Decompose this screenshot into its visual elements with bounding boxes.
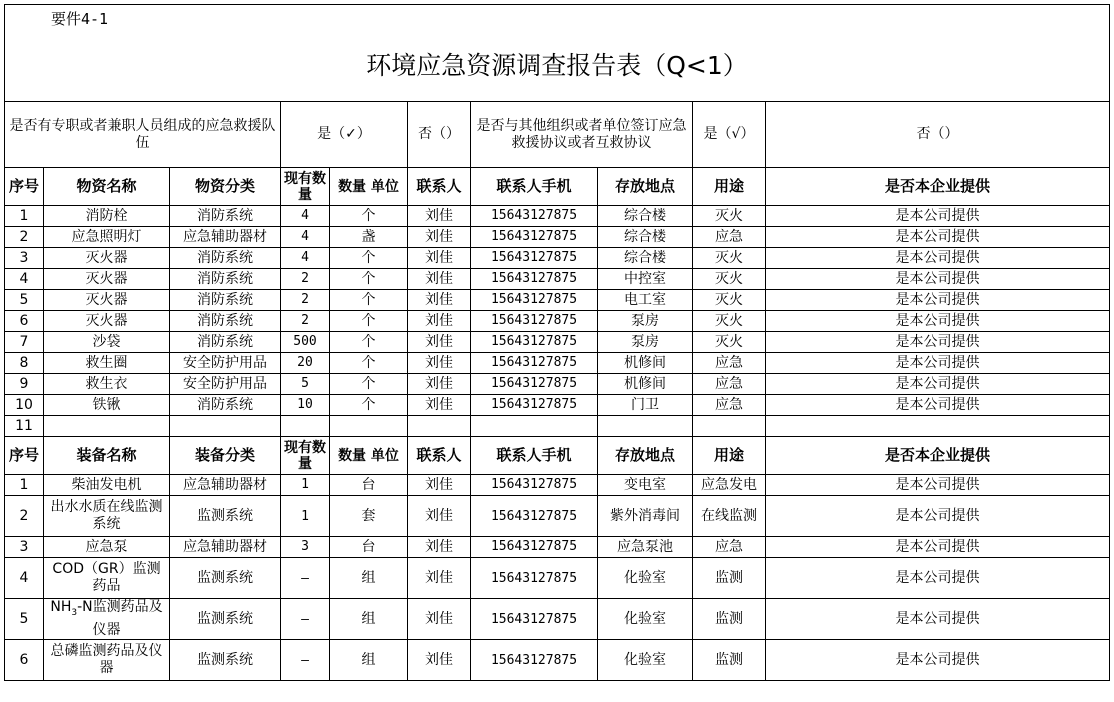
provider: 是本公司提供 (766, 640, 1110, 681)
provider: 是本公司提供 (766, 269, 1110, 290)
quantity: 1 (281, 475, 330, 496)
row-no: 2 (5, 227, 44, 248)
quantity: — (281, 558, 330, 599)
table-row (5, 599, 1110, 640)
provider: 是本公司提供 (766, 227, 1110, 248)
contact-phone: 15643127875 (471, 290, 598, 311)
table-row (5, 374, 1110, 395)
row-no: 4 (5, 558, 44, 599)
contact: 刘佳 (408, 269, 471, 290)
unit: 个 (330, 248, 408, 269)
unit: 个 (330, 269, 408, 290)
doc-note: 要件4-1 (51, 10, 109, 28)
provider: 是本公司提供 (766, 537, 1110, 558)
purpose: 应急 (693, 353, 766, 374)
contact-phone: 15643127875 (471, 353, 598, 374)
contact: 刘佳 (408, 558, 471, 599)
contact-phone: 15643127875 (471, 558, 598, 599)
provider: 是本公司提供 (766, 558, 1110, 599)
item-category: 监测系统 (170, 496, 281, 537)
storage-location: 机修间 (598, 374, 693, 395)
table-row (5, 332, 1110, 353)
contact-phone: 15643127875 (471, 206, 598, 227)
item-category: 消防系统 (170, 395, 281, 416)
col-header: 联系人手机 (471, 437, 598, 475)
col-header: 物资名称 (44, 168, 170, 206)
item-name: 消防栓 (44, 206, 170, 227)
item-category: 消防系统 (170, 269, 281, 290)
item-name: 应急泵 (44, 537, 170, 558)
unit: 套 (330, 496, 408, 537)
contact: 刘佳 (408, 496, 471, 537)
title-cell (5, 5, 1110, 102)
unit: 组 (330, 599, 408, 640)
purpose: 监测 (693, 558, 766, 599)
storage-location: 应急泵池 (598, 537, 693, 558)
item-category: 监测系统 (170, 599, 281, 640)
row-no: 10 (5, 395, 44, 416)
storage-location: 门卫 (598, 395, 693, 416)
col-header: 是否本企业提供 (766, 168, 1110, 206)
contact: 刘佳 (408, 290, 471, 311)
item-name: 灭火器 (44, 290, 170, 311)
col-header: 联系人 (408, 437, 471, 475)
col-header: 存放地点 (598, 437, 693, 475)
contact-phone: 15643127875 (471, 496, 598, 537)
contact-phone: 15643127875 (471, 374, 598, 395)
quantity: 5 (281, 374, 330, 395)
item-category: 监测系统 (170, 558, 281, 599)
unit: 组 (330, 640, 408, 681)
storage-location: 机修间 (598, 353, 693, 374)
provider: 是本公司提供 (766, 496, 1110, 537)
unit: 台 (330, 537, 408, 558)
provider: 是本公司提供 (766, 353, 1110, 374)
row-no: 8 (5, 353, 44, 374)
purpose: 应急 (693, 227, 766, 248)
provider: 是本公司提供 (766, 290, 1110, 311)
provider: 是本公司提供 (766, 311, 1110, 332)
unit: 个 (330, 311, 408, 332)
blank-row (5, 416, 1110, 437)
table-row (5, 496, 1110, 537)
contact-phone: 15643127875 (471, 537, 598, 558)
table-row (5, 395, 1110, 416)
item-name: 应急照明灯 (44, 227, 170, 248)
unit: 台 (330, 475, 408, 496)
contact-phone: 15643127875 (471, 227, 598, 248)
col-header: 数量 单位 (330, 437, 408, 475)
storage-location: 电工室 (598, 290, 693, 311)
purpose: 灭火 (693, 206, 766, 227)
storage-location: 综合楼 (598, 227, 693, 248)
table-row (5, 558, 1110, 599)
purpose: 应急 (693, 395, 766, 416)
unit: 个 (330, 332, 408, 353)
quantity: 3 (281, 537, 330, 558)
row-no: 7 (5, 332, 44, 353)
quantity: 500 (281, 332, 330, 353)
contact-phone: 15643127875 (471, 269, 598, 290)
empty-cell (766, 416, 1110, 437)
quantity: — (281, 599, 330, 640)
quantity: 2 (281, 290, 330, 311)
item-category: 监测系统 (170, 640, 281, 681)
provider: 是本公司提供 (766, 374, 1110, 395)
table-row (5, 311, 1110, 332)
resource-survey-table (4, 4, 1110, 681)
quantity: 4 (281, 248, 330, 269)
quantity: 4 (281, 227, 330, 248)
contact: 刘佳 (408, 537, 471, 558)
storage-location: 紫外消毒间 (598, 496, 693, 537)
purpose: 应急发电 (693, 475, 766, 496)
contact: 刘佳 (408, 227, 471, 248)
item-name: 灭火器 (44, 248, 170, 269)
empty-cell (330, 416, 408, 437)
item-name: 出水水质在线监测系统 (44, 496, 170, 537)
item-name: COD（GR）监测药品 (44, 558, 170, 599)
purpose: 灭火 (693, 311, 766, 332)
contact: 刘佳 (408, 475, 471, 496)
row-no: 5 (5, 599, 44, 640)
storage-location: 化验室 (598, 558, 693, 599)
row-no: 3 (5, 248, 44, 269)
quantity: — (281, 640, 330, 681)
item-name: 柴油发电机 (44, 475, 170, 496)
agreement-yes-option: 是（√） (693, 102, 766, 168)
item-category: 应急辅助器材 (170, 475, 281, 496)
table-row (5, 640, 1110, 681)
storage-location: 泵房 (598, 311, 693, 332)
contact: 刘佳 (408, 311, 471, 332)
item-category: 消防系统 (170, 248, 281, 269)
team-question-row (5, 102, 1110, 168)
col-header: 装备分类 (170, 437, 281, 475)
provider: 是本公司提供 (766, 332, 1110, 353)
item-category: 应急辅助器材 (170, 227, 281, 248)
unit: 个 (330, 374, 408, 395)
provider: 是本公司提供 (766, 395, 1110, 416)
item-name: 灭火器 (44, 311, 170, 332)
item-name: 铁锹 (44, 395, 170, 416)
item-category: 安全防护用品 (170, 353, 281, 374)
item-name: $NH_3-N$监测药品及仪器 (44, 599, 170, 640)
empty-cell (170, 416, 281, 437)
purpose: 灭火 (693, 290, 766, 311)
table-row (5, 537, 1110, 558)
empty-cell (693, 416, 766, 437)
unit: 个 (330, 395, 408, 416)
table-row (5, 475, 1110, 496)
purpose: 应急 (693, 374, 766, 395)
empty-cell (471, 416, 598, 437)
contact: 刘佳 (408, 248, 471, 269)
empty-cell (44, 416, 170, 437)
table-row (5, 248, 1110, 269)
purpose: 监测 (693, 640, 766, 681)
row-no: 4 (5, 269, 44, 290)
agreement-no-option: 否（） (766, 102, 1110, 168)
row-no: 6 (5, 311, 44, 332)
item-name: 总磷监测药品及仪器 (44, 640, 170, 681)
contact-phone: 15643127875 (471, 395, 598, 416)
contact: 刘佳 (408, 332, 471, 353)
unit: 个 (330, 353, 408, 374)
contact-phone: 15643127875 (471, 311, 598, 332)
item-name: 救生衣 (44, 374, 170, 395)
item-category: 消防系统 (170, 332, 281, 353)
purpose: 灭火 (693, 332, 766, 353)
materials-body (5, 206, 1110, 416)
provider: 是本公司提供 (766, 599, 1110, 640)
quantity: 20 (281, 353, 330, 374)
storage-location: 变电室 (598, 475, 693, 496)
contact: 刘佳 (408, 374, 471, 395)
col-header: 用途 (693, 437, 766, 475)
storage-location: 综合楼 (598, 206, 693, 227)
contact-phone: 15643127875 (471, 248, 598, 269)
table-row (5, 206, 1110, 227)
storage-location: 综合楼 (598, 248, 693, 269)
contact: 刘佳 (408, 206, 471, 227)
item-name: 沙袋 (44, 332, 170, 353)
row-no: 5 (5, 290, 44, 311)
item-category: 消防系统 (170, 290, 281, 311)
row-no: 9 (5, 374, 44, 395)
col-header: 联系人手机 (471, 168, 598, 206)
contact-phone: 15643127875 (471, 599, 598, 640)
team-no-option: 否（） (408, 102, 471, 168)
col-header: 存放地点 (598, 168, 693, 206)
team-question-label: 是否有专职或者兼职人员组成的应急救援队伍 (5, 102, 281, 168)
quantity: 1 (281, 496, 330, 537)
provider: 是本公司提供 (766, 248, 1110, 269)
col-header: 物资分类 (170, 168, 281, 206)
empty-cell (598, 416, 693, 437)
item-category: 消防系统 (170, 206, 281, 227)
col-header: 是否本企业提供 (766, 437, 1110, 475)
item-category: 消防系统 (170, 311, 281, 332)
item-category: 应急辅助器材 (170, 537, 281, 558)
contact: 刘佳 (408, 599, 471, 640)
team-yes-option: 是（✓） (281, 102, 408, 168)
storage-location: 泵房 (598, 332, 693, 353)
unit: 个 (330, 206, 408, 227)
empty-cell (408, 416, 471, 437)
storage-location: 化验室 (598, 640, 693, 681)
contact: 刘佳 (408, 353, 471, 374)
contact-phone: 15643127875 (471, 332, 598, 353)
unit: 盏 (330, 227, 408, 248)
purpose: 灭火 (693, 248, 766, 269)
equipment-header-row (5, 437, 1110, 475)
page-title: 环境应急资源调查报告表（Q<1） (366, 51, 748, 80)
row-no: 1 (5, 475, 44, 496)
quantity: 4 (281, 206, 330, 227)
col-header: 序号 (5, 168, 44, 206)
table-row (5, 269, 1110, 290)
purpose: 灭火 (693, 269, 766, 290)
table-row (5, 227, 1110, 248)
col-header: 联系人 (408, 168, 471, 206)
storage-location: 化验室 (598, 599, 693, 640)
row-no: 6 (5, 640, 44, 681)
item-name: 救生圈 (44, 353, 170, 374)
agreement-question-label: 是否与其他组织或者单位签订应急救援协议或者互救协议 (471, 102, 693, 168)
unit: 组 (330, 558, 408, 599)
table-row (5, 290, 1110, 311)
row-no: 3 (5, 537, 44, 558)
col-header: 现有数量 (281, 437, 330, 475)
quantity: 2 (281, 269, 330, 290)
storage-location: 中控室 (598, 269, 693, 290)
contact-phone: 15643127875 (471, 475, 598, 496)
col-header: 数量 单位 (330, 168, 408, 206)
purpose: 在线监测 (693, 496, 766, 537)
purpose: 应急 (693, 537, 766, 558)
materials-header-row (5, 168, 1110, 206)
row-no: 1 (5, 206, 44, 227)
provider: 是本公司提供 (766, 206, 1110, 227)
contact: 刘佳 (408, 640, 471, 681)
col-header: 现有数量 (281, 168, 330, 206)
col-header: 装备名称 (44, 437, 170, 475)
table-row (5, 353, 1110, 374)
col-header: 序号 (5, 437, 44, 475)
empty-cell (281, 416, 330, 437)
item-category: 安全防护用品 (170, 374, 281, 395)
quantity: 2 (281, 311, 330, 332)
item-name: 灭火器 (44, 269, 170, 290)
blank-row-no: 11 (5, 416, 44, 437)
row-no: 2 (5, 496, 44, 537)
equipment-body (5, 475, 1110, 681)
unit: 个 (330, 290, 408, 311)
quantity: 10 (281, 395, 330, 416)
provider: 是本公司提供 (766, 475, 1110, 496)
col-header: 用途 (693, 168, 766, 206)
contact: 刘佳 (408, 395, 471, 416)
contact-phone: 15643127875 (471, 640, 598, 681)
purpose: 监测 (693, 599, 766, 640)
